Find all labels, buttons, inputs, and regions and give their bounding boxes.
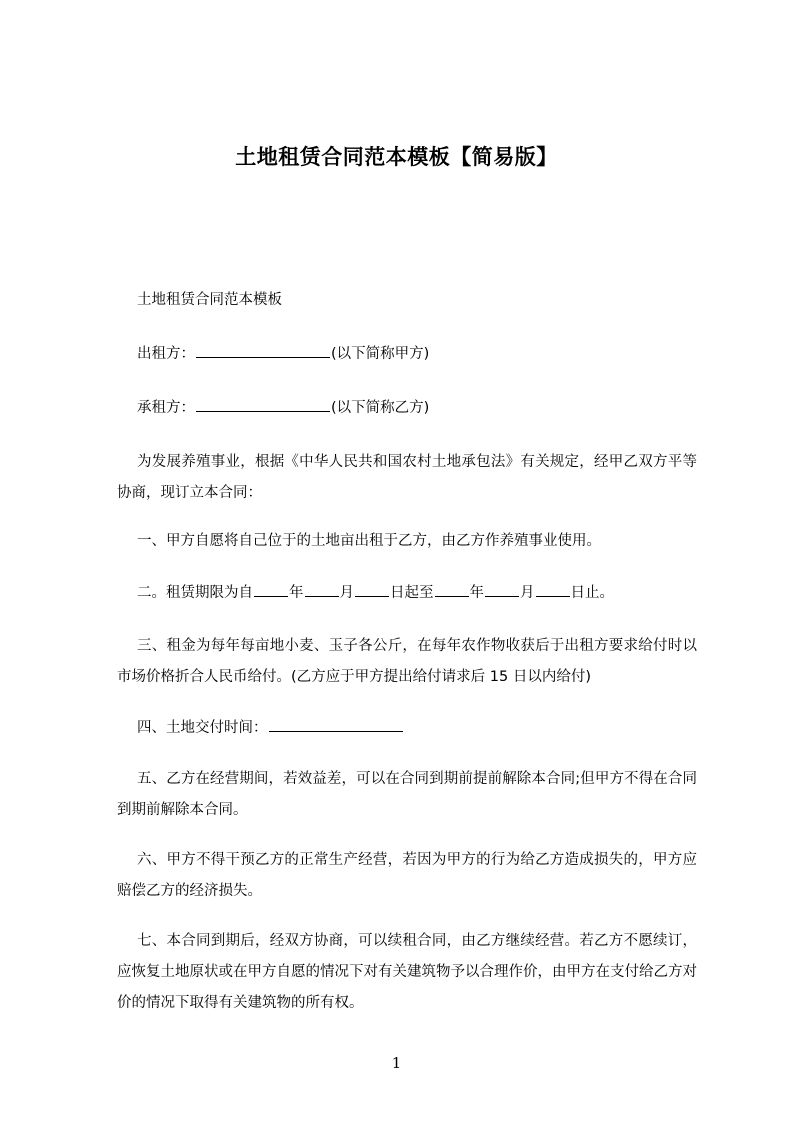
clause-2-prefix: 二。租赁期限为自 xyxy=(137,585,253,601)
lessor-label: 出租方： xyxy=(137,346,195,362)
lessee-blank xyxy=(196,397,330,412)
end-month-blank xyxy=(485,582,519,597)
contract-subtitle: 土地租赁合同范本模板 xyxy=(137,292,282,308)
lessor-suffix: (以下简称甲方) xyxy=(331,346,430,362)
clause-6: 六、甲方不得干预乙方的正常生产经营，若因为甲方的行为给乙方造成损失的，甲方应赔偿乙方的经济损失。 xyxy=(117,852,697,899)
clause-3: 三、租金为每年每亩地小麦、玉子各公斤，在每年农作物收获后于出租方要求给付时以市场价格折合人民币给付。(乙方应于甲方提出给付请求后 15 日以内给付) xyxy=(117,638,697,685)
start-day-blank xyxy=(355,582,389,597)
end-year-blank xyxy=(435,582,469,597)
lessee-label: 承租方： xyxy=(137,400,195,416)
start-year-blank xyxy=(254,582,288,597)
start-month-label: 月 xyxy=(339,585,354,601)
lessee-suffix: (以下简称乙方) xyxy=(331,400,430,416)
clause-7: 七、本合同到期后，经双方协商，可以续租合同，由乙方继续经营。若乙方不愿续订，应恢复土地原状或在甲方自愿的情况下对有关建筑物予以合理作价，由甲方在支付给乙方对价的情况下取得有关建筑物的所有权。 xyxy=(117,933,697,1011)
lessor-blank xyxy=(196,343,330,358)
lessor-line xyxy=(117,339,697,370)
start-month-blank xyxy=(305,582,339,597)
start-year-label: 年 xyxy=(289,585,304,601)
start-day-label: 日起至 xyxy=(390,585,434,601)
clause-2 xyxy=(117,578,697,609)
lessee-line xyxy=(117,393,697,424)
end-day-blank xyxy=(536,582,570,597)
end-month-label: 月 xyxy=(520,585,535,601)
delivery-time-blank xyxy=(269,717,403,732)
clause-1: 一、甲方自愿将自己位于的土地亩出租于乙方，由乙方作养殖事业使用。 xyxy=(137,533,601,549)
clause-4 xyxy=(117,713,697,744)
clause-4-label: 四、土地交付时间： xyxy=(137,720,268,736)
page-number: 1 xyxy=(391,1054,402,1072)
intro-paragraph: 为发展养殖事业，根据《中华人民共和国农村土地承包法》有关规定，经甲乙双方平等协商，现订立本合同： xyxy=(117,454,697,501)
end-year-label: 年 xyxy=(469,585,484,601)
clause-5: 五、乙方在经营期间，若效益差，可以在合同到期前提前解除本合同;但甲方不得在合同到期前解除本合同。 xyxy=(117,771,697,818)
end-day-label: 日止。 xyxy=(570,585,614,601)
document-title: 土地租赁合同范本模板【简易版】 xyxy=(235,145,558,169)
